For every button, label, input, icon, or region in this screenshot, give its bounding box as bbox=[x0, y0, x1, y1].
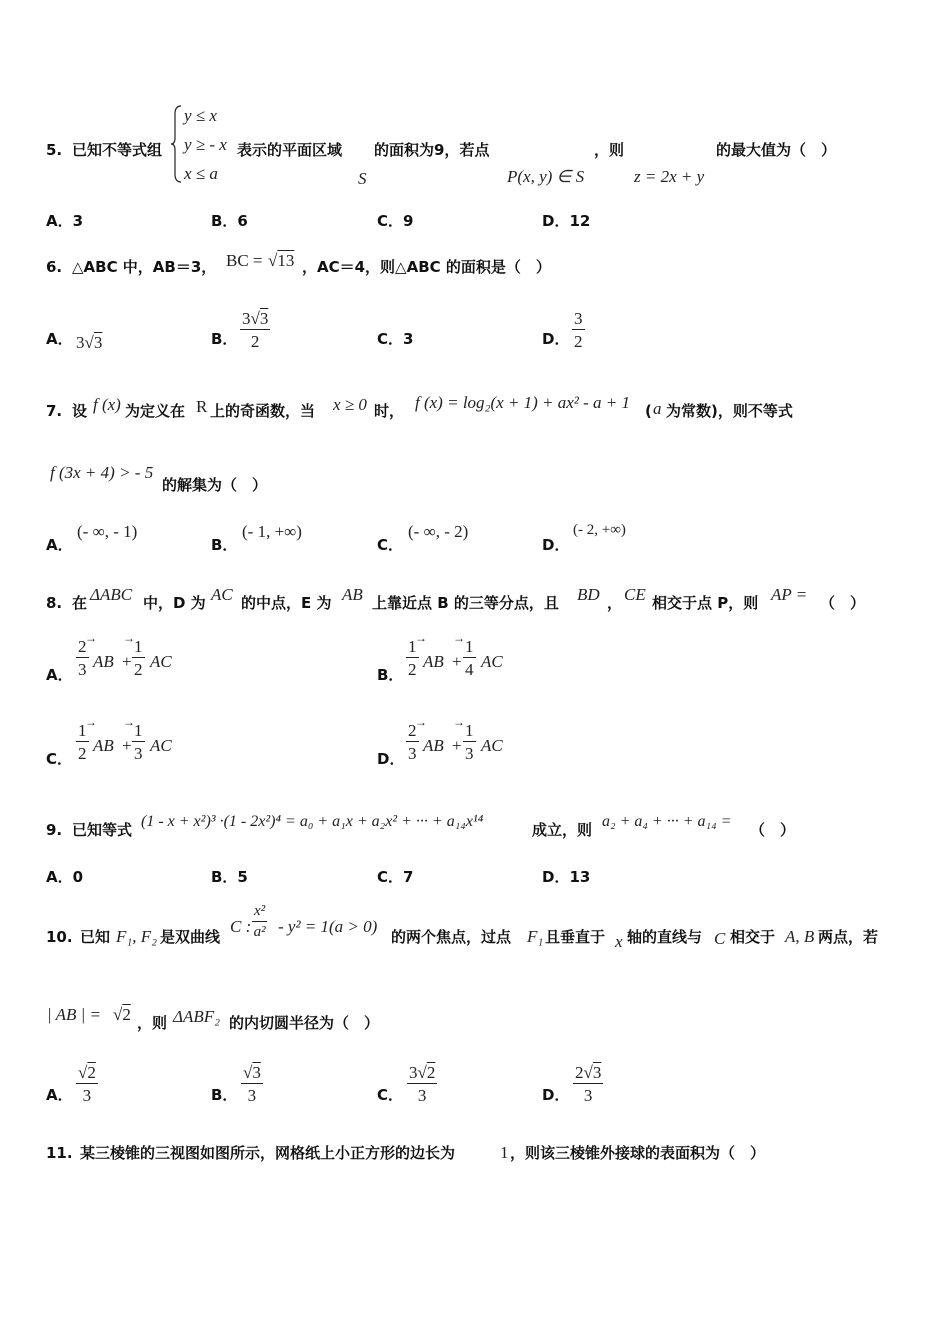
q10-c-coef: 3 bbox=[409, 1063, 418, 1082]
q11-text1: 某三棱锥的三视图如图所示，网格纸上小正方形的边长为 bbox=[80, 1144, 456, 1162]
q8-text3: 的中点，E 为 bbox=[241, 594, 332, 612]
q8-option-b-label: B． bbox=[377, 666, 404, 684]
q7-text3: 上的奇函数，当 bbox=[210, 402, 316, 420]
q8-b-vec1: AB bbox=[423, 652, 444, 671]
q10-a-den: 3 bbox=[82, 1086, 92, 1105]
q6-b-root: 3 bbox=[259, 309, 269, 328]
q11-text2: ，则该三棱锥外接球的表面积为（ ） bbox=[510, 1144, 766, 1162]
q6-text1: △ABC 中，AB＝3， bbox=[72, 258, 217, 276]
q7-option-d-label: D． bbox=[542, 536, 570, 554]
q10-abs-radicand: 2 bbox=[122, 1005, 131, 1024]
q10-text6: 相交于 bbox=[730, 928, 776, 946]
q7-ineq: f (3x + 4) > - 5 bbox=[50, 463, 154, 482]
q9-number: 9. bbox=[46, 821, 63, 839]
q10-text3: 的两个焦点，过点 bbox=[391, 928, 512, 946]
q10-option-b-fraction: $\frac{√3}{3}$ bbox=[243, 1063, 261, 1105]
q7-a: a bbox=[653, 399, 662, 418]
q6-option-c: C．3 bbox=[377, 330, 414, 348]
q8-triangle: ΔABC bbox=[90, 585, 133, 604]
q8-b-frac2 bbox=[463, 638, 476, 678]
q10-text5: 轴的直线与 bbox=[627, 928, 703, 946]
q8-ap: AP = bbox=[771, 585, 808, 604]
q8-b-vec2: AC bbox=[481, 652, 503, 671]
q6-option-a-label: A． bbox=[46, 330, 73, 348]
q10-abs-ab: | AB | = bbox=[47, 1005, 102, 1024]
q5-brace bbox=[171, 104, 183, 184]
q5-S: S bbox=[358, 169, 367, 188]
q5-text4: 的最大值为（ ） bbox=[716, 141, 837, 159]
q7-option-c-value: (- ∞, - 2) bbox=[408, 522, 469, 541]
q8-a-vec1: AB bbox=[93, 652, 114, 671]
q10-c-den: 3 bbox=[417, 1086, 427, 1105]
q8-a-frac1-den: 3 bbox=[78, 660, 87, 679]
q5-option-c: C．9 bbox=[377, 212, 414, 230]
q8-d-frac1-num: 2 bbox=[408, 721, 417, 740]
q8-b-frac1-num: 1 bbox=[408, 637, 417, 656]
q9-option-a: A．0 bbox=[46, 868, 84, 886]
q5-z: z = 2x + y bbox=[634, 167, 705, 186]
q8-option-c-label: C． bbox=[46, 750, 73, 768]
q7-text6: 为常数)，则不等式 bbox=[666, 402, 793, 420]
q8-a-vec2: AC bbox=[150, 652, 172, 671]
q9-option-d: D．13 bbox=[542, 868, 591, 886]
q8-a-plus: + bbox=[122, 652, 132, 671]
q8-b-vec1-arrow: → bbox=[415, 631, 427, 645]
q7-R: R bbox=[196, 397, 208, 416]
q10-C2: C bbox=[714, 929, 726, 948]
q8-c-vec1-arrow: → bbox=[85, 715, 97, 729]
q5-option-d: D．12 bbox=[542, 212, 591, 230]
q5-point: P(x, y) ∈ S bbox=[507, 167, 585, 186]
q6-option-d-fraction bbox=[572, 310, 585, 350]
q5-system-line3: x ≤ a bbox=[184, 164, 218, 183]
q8-a-frac1-num: 2 bbox=[78, 637, 87, 656]
q9-equation: (1 - x + x²)³ ·(1 - 2x²)⁴ = a₀ + a₁x + a₂x² + ··· + a₁₄x¹⁴ bbox=[141, 813, 484, 830]
q9-option-b: B．5 bbox=[211, 868, 248, 886]
q8-text5: 相交于点 P，则 bbox=[652, 594, 759, 612]
q8-b-frac2-num: 1 bbox=[465, 637, 474, 656]
q6-a-coef: 3 bbox=[76, 333, 85, 352]
q8-c-vec1: AB bbox=[93, 736, 114, 755]
q8-ab: AB bbox=[342, 585, 363, 604]
q8-b-plus: + bbox=[452, 652, 462, 671]
q5-system-line2: y ≥ - x bbox=[184, 135, 227, 154]
q9-text2: 成立，则 bbox=[532, 821, 593, 839]
q10-triangle: ΔABF₂ bbox=[173, 1007, 221, 1026]
q8-c-frac2-den: 3 bbox=[134, 744, 143, 763]
q6-b-den: 2 bbox=[250, 332, 260, 351]
q7-text1: 设 bbox=[72, 402, 88, 420]
q8-c-frac2 bbox=[132, 722, 145, 762]
q8-d-frac2-den: 3 bbox=[465, 744, 474, 763]
q10-option-c-label: C． bbox=[377, 1086, 404, 1104]
q5-text3: 的面积为9，若点 bbox=[374, 141, 490, 159]
q10-text1: 已知 bbox=[80, 928, 111, 946]
q10-a-root: 2 bbox=[87, 1063, 96, 1082]
q10-text9: 的内切圆半径为（ ） bbox=[229, 1014, 380, 1032]
q8-d-vec1-arrow: → bbox=[415, 715, 427, 729]
q6-option-b-fraction: $\frac{3√3}{2}$ bbox=[242, 309, 269, 351]
q9-text1: 已知等式 bbox=[72, 821, 133, 839]
q10-f1: F₁ bbox=[527, 927, 544, 946]
q5-option-b: B．6 bbox=[211, 212, 248, 230]
q10-d-root: 3 bbox=[592, 1063, 602, 1082]
q5-text1: 已知不等式组 bbox=[72, 141, 163, 159]
q6-bc: BC = bbox=[226, 251, 263, 270]
q8-ac: AC bbox=[211, 585, 233, 604]
q8-d-plus: + bbox=[452, 736, 462, 755]
q10-equation-rest: - y² = 1(a > 0) bbox=[278, 917, 378, 936]
q6-number: 6. bbox=[46, 258, 63, 276]
q10-number: 10. bbox=[46, 928, 73, 946]
q9-text3: （ ） bbox=[750, 821, 796, 839]
q10-text4: 且垂直于 bbox=[545, 928, 606, 946]
q10-foci: F₁, F₂ bbox=[116, 927, 158, 946]
q8-number: 8. bbox=[46, 594, 63, 612]
q8-option-d-label: D． bbox=[377, 750, 405, 768]
q7-option-c-label: C． bbox=[377, 536, 404, 554]
q5-text2: 表示的平面区域 bbox=[237, 141, 343, 159]
q7-option-b-label: B． bbox=[211, 536, 238, 554]
q10-C: C : bbox=[230, 917, 252, 936]
q5-comma: ，则 bbox=[594, 141, 625, 159]
q10-x: x bbox=[615, 932, 623, 951]
q10-option-b-label: B． bbox=[211, 1086, 238, 1104]
q5-number: 5. bbox=[46, 141, 63, 159]
q10-option-c-fraction: $\frac{3√2}{3}$ bbox=[409, 1063, 436, 1105]
q8-c-frac2-num: 1 bbox=[134, 721, 143, 740]
q10-a-squared: a² bbox=[253, 924, 266, 940]
q8-option-a-label: A． bbox=[46, 666, 73, 684]
q8-bd: BD bbox=[577, 585, 600, 604]
q6-option-b-label: B． bbox=[211, 330, 238, 348]
q7-option-d-value: (- 2, +∞) bbox=[573, 522, 626, 538]
q8-d-frac1-den: 3 bbox=[408, 744, 417, 763]
q10-c-root: 2 bbox=[426, 1063, 436, 1082]
q5-system-line1: y ≤ x bbox=[184, 106, 217, 125]
q6-b-coef: 3 bbox=[242, 309, 251, 328]
q8-b-frac2-den: 4 bbox=[465, 660, 474, 679]
q7-text4: 时， bbox=[374, 402, 405, 420]
q6-d-den: 2 bbox=[574, 332, 583, 351]
q6-option-d-label: D． bbox=[542, 330, 570, 348]
q10-text7: 两点，若 bbox=[818, 928, 879, 946]
q8-d-vec2: AC bbox=[481, 736, 503, 755]
q8-text2: 中，D 为 bbox=[143, 594, 206, 612]
q10-d-den: 3 bbox=[583, 1086, 593, 1105]
q8-a-vec1-arrow: → bbox=[85, 631, 97, 645]
q8-b-vec2-arrow: → bbox=[453, 631, 465, 645]
q8-ce: CE bbox=[624, 585, 646, 604]
q8-a-frac2-num: 1 bbox=[134, 637, 143, 656]
q7-option-a-value: (- ∞, - 1) bbox=[77, 522, 138, 541]
q10-fraction bbox=[252, 904, 267, 940]
q11-one: 1 bbox=[500, 1143, 509, 1162]
q5-option-a: A．3 bbox=[46, 212, 84, 230]
q10-option-d-label: D． bbox=[542, 1086, 570, 1104]
q8-text1: 在 bbox=[72, 594, 88, 612]
q8-c-vec2-arrow: → bbox=[123, 715, 135, 729]
q6-option-a-value: 3√3 bbox=[76, 333, 103, 352]
q10-option-a-label: A． bbox=[46, 1086, 73, 1104]
q8-d-vec1: AB bbox=[423, 736, 444, 755]
q8-text4: 上靠近点 B 的三等分点，且 bbox=[372, 594, 559, 612]
q7-text7: 的解集为（ ） bbox=[162, 476, 268, 494]
q8-a-vec2-arrow: → bbox=[123, 631, 135, 645]
q10-ab: A, B bbox=[785, 927, 815, 946]
q8-c-frac1-num: 1 bbox=[78, 721, 87, 740]
q7-option-b-value: (- 1, +∞) bbox=[242, 522, 302, 541]
q10-b-den: 3 bbox=[247, 1086, 257, 1105]
q6-bc-radicand: 13 bbox=[277, 251, 295, 270]
q10-option-a-fraction: $\frac{√2}{3}$ bbox=[78, 1063, 96, 1105]
q7-cond: x ≥ 0 bbox=[333, 395, 367, 414]
q10-x-squared: x² bbox=[252, 904, 267, 922]
q7-text5: ( bbox=[645, 402, 652, 420]
q8-b-frac1-den: 2 bbox=[408, 660, 417, 679]
q7-fx: f (x) bbox=[93, 395, 121, 414]
q11-number: 11. bbox=[46, 1144, 73, 1162]
q6-d-num: 3 bbox=[574, 309, 583, 328]
q6-a-root: 3 bbox=[93, 333, 103, 352]
q8-d-vec2-arrow: → bbox=[453, 715, 465, 729]
q8-sep: ， bbox=[607, 594, 623, 612]
q7-text2: 为定义在 bbox=[125, 402, 186, 420]
q7-option-a-label: A． bbox=[46, 536, 73, 554]
q10-b-root: 3 bbox=[252, 1063, 261, 1082]
q8-a-frac2-den: 2 bbox=[134, 660, 143, 679]
q10-option-d-fraction: $\frac{2√3}{3}$ bbox=[575, 1063, 602, 1105]
q8-d-frac2 bbox=[463, 722, 476, 762]
q10-d-coef: 2 bbox=[575, 1063, 584, 1082]
q6-sqrt: √13 bbox=[268, 251, 295, 270]
q6-text2: ，AC＝4，则△ABC 的面积是（ ） bbox=[302, 258, 551, 276]
q10-text2: 是双曲线 bbox=[160, 928, 221, 946]
q8-c-frac1-den: 2 bbox=[78, 744, 87, 763]
q8-text6: （ ） bbox=[820, 594, 866, 612]
q10-text8: ，则 bbox=[137, 1014, 168, 1032]
q7-formula: f (x) = log₂(x + 1) + ax² - a + 1 bbox=[415, 393, 631, 412]
q8-c-plus: + bbox=[122, 736, 132, 755]
q8-c-vec2: AC bbox=[150, 736, 172, 755]
q9-option-c: C．7 bbox=[377, 868, 414, 886]
q7-number: 7. bbox=[46, 402, 63, 420]
q10-abs-sqrt: √2 bbox=[113, 1005, 131, 1024]
q9-sum: a₂ + a₄ + ··· + a₁₄ = bbox=[602, 813, 732, 830]
q8-d-frac2-num: 1 bbox=[465, 721, 474, 740]
